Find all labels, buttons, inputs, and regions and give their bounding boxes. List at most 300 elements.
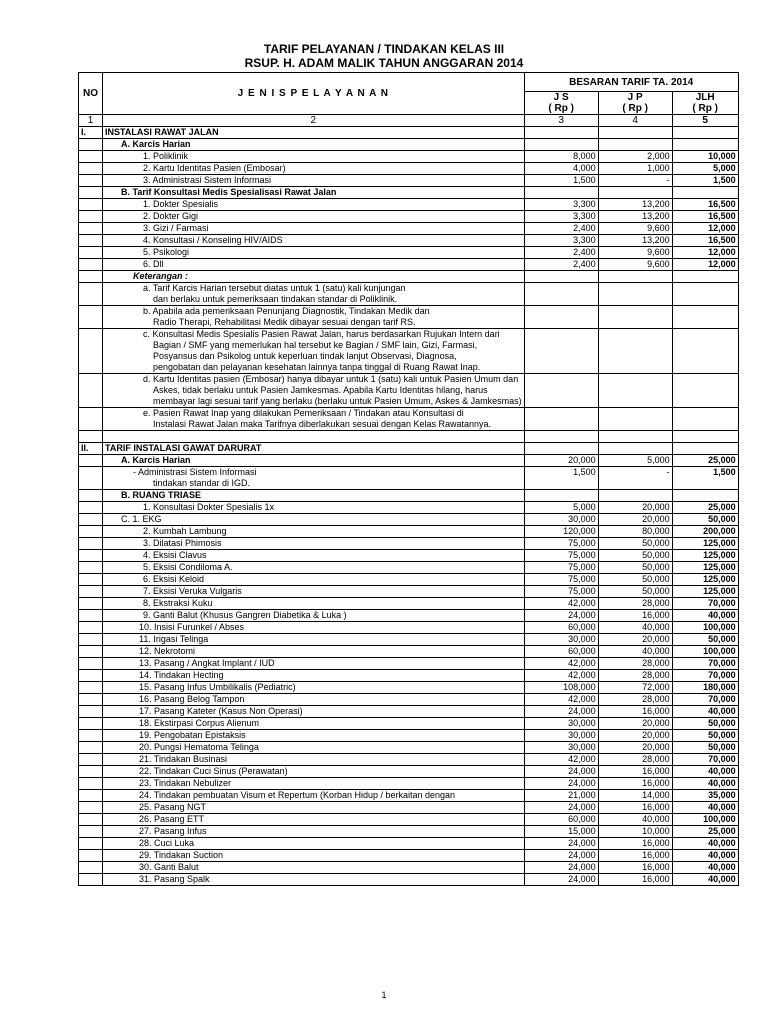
row-no: II. — [79, 443, 103, 455]
colnum-3: 3 — [524, 115, 598, 127]
row-no — [79, 814, 103, 826]
row-no — [79, 211, 103, 223]
row-jlh — [672, 329, 738, 341]
row-jp: 16,000 — [598, 610, 672, 622]
table-row — [79, 574, 739, 586]
row-no — [79, 646, 103, 658]
row-description: 3. Dilatasi Phimosis — [103, 538, 525, 550]
row-js — [524, 443, 598, 455]
row-js: 24,000 — [524, 874, 598, 886]
row-jp: 50,000 — [598, 550, 672, 562]
row-no — [79, 526, 103, 538]
row-no — [79, 187, 103, 199]
row-jlh: 50,000 — [672, 514, 738, 526]
row-jp: 13,200 — [598, 199, 672, 211]
row-js: 24,000 — [524, 850, 598, 862]
row-jp: 72,000 — [598, 682, 672, 694]
row-js: 30,000 — [524, 718, 598, 730]
row-js — [524, 271, 598, 283]
row-js: 24,000 — [524, 802, 598, 814]
row-jlh: 35,000 — [672, 790, 738, 802]
table-row — [79, 139, 739, 151]
row-no — [79, 766, 103, 778]
row-js: 30,000 — [524, 730, 598, 742]
row-jp: 16,000 — [598, 766, 672, 778]
row-jlh — [672, 139, 738, 151]
row-description: 24. Tindakan pembuatan Visum et Repertum (Korban Hidup / berkaitan dengan — [103, 790, 525, 802]
row-jlh: 180,000 — [672, 682, 738, 694]
row-no — [79, 538, 103, 550]
row-js: 108,000 — [524, 682, 598, 694]
row-jlh: 40,000 — [672, 610, 738, 622]
row-no — [79, 431, 103, 443]
table-row — [79, 742, 739, 754]
table-row — [79, 431, 739, 443]
row-description: 21. Tindakan Businasi — [103, 754, 525, 766]
row-jlh: 50,000 — [672, 742, 738, 754]
row-jp — [598, 306, 672, 318]
row-js: 4,000 — [524, 163, 598, 175]
row-description: 3. Administrasi Sistem Informasi — [103, 175, 525, 187]
table-row — [79, 598, 739, 610]
row-jlh — [672, 127, 738, 139]
row-description: c. Konsultasi Medis Spesialis Pasien Rawat Jalan, harus berdasarkan Rujukan Intern dari — [103, 329, 525, 341]
table-row — [79, 526, 739, 538]
row-jlh: 125,000 — [672, 550, 738, 562]
row-no — [79, 317, 103, 329]
row-jlh: 40,000 — [672, 862, 738, 874]
table-row — [79, 778, 739, 790]
header-js-rp: ( Rp ) — [548, 103, 574, 114]
row-description: 3. Gizi / Farmasi — [103, 223, 525, 235]
row-jp: 5,000 — [598, 455, 672, 467]
row-jlh: 16,500 — [672, 211, 738, 223]
row-js: 30,000 — [524, 742, 598, 754]
row-no — [79, 351, 103, 362]
page-number: 1 — [381, 990, 387, 1000]
row-jlh — [672, 478, 738, 490]
row-jlh — [672, 317, 738, 329]
row-jlh: 16,500 — [672, 199, 738, 211]
row-no — [79, 574, 103, 586]
row-jp: 28,000 — [598, 598, 672, 610]
row-js: 75,000 — [524, 586, 598, 598]
table-row — [79, 550, 739, 562]
row-js — [524, 294, 598, 306]
row-jp: 1,000 — [598, 163, 672, 175]
row-jlh: 10,000 — [672, 151, 738, 163]
row-no — [79, 362, 103, 374]
table-row — [79, 247, 739, 259]
row-description: pengobatan dan pelayanan kesehatan lainnya tanpa tinggal di Ruang Rawat Inap. — [103, 362, 525, 374]
table-row — [79, 802, 739, 814]
tariff-table — [78, 72, 739, 886]
table-row — [79, 408, 739, 420]
row-jp: 16,000 — [598, 838, 672, 850]
row-no — [79, 874, 103, 886]
colnum-1: 1 — [79, 115, 103, 127]
row-jlh — [672, 374, 738, 386]
row-description: 12. Nekrotomi — [103, 646, 525, 658]
table-row — [79, 362, 739, 374]
table-row — [79, 478, 739, 490]
row-description: Radio Therapi, Rehabilitasi Medik dibayar sesuai dengan tarif RS. — [103, 317, 525, 329]
row-js: 1,500 — [524, 467, 598, 479]
row-description: 4. Eksisi Clavus — [103, 550, 525, 562]
row-no — [79, 694, 103, 706]
row-no — [79, 478, 103, 490]
row-js: 120,000 — [524, 526, 598, 538]
table-row — [79, 538, 739, 550]
row-description: 29. Tindakan Suction — [103, 850, 525, 862]
row-jp: 28,000 — [598, 658, 672, 670]
table-row — [79, 175, 739, 187]
row-jp: 50,000 — [598, 538, 672, 550]
table-row — [79, 329, 739, 341]
row-no — [79, 259, 103, 271]
row-jp: 20,000 — [598, 502, 672, 514]
row-js: 2,400 — [524, 259, 598, 271]
row-js: 3,300 — [524, 211, 598, 223]
row-js: 15,000 — [524, 826, 598, 838]
row-jp: 40,000 — [598, 622, 672, 634]
table-row — [79, 814, 739, 826]
row-jlh: 40,000 — [672, 706, 738, 718]
row-jp: 28,000 — [598, 754, 672, 766]
row-no — [79, 634, 103, 646]
row-js — [524, 385, 598, 396]
row-jlh — [672, 306, 738, 318]
table-row — [79, 646, 739, 658]
row-js — [524, 139, 598, 151]
table-row — [79, 490, 739, 502]
row-no — [79, 610, 103, 622]
row-jp — [598, 294, 672, 306]
row-jp: 16,000 — [598, 874, 672, 886]
row-description: 2. Kumbah Lambung — [103, 526, 525, 538]
row-no — [79, 718, 103, 730]
table-row — [79, 502, 739, 514]
table-row — [79, 259, 739, 271]
row-no — [79, 455, 103, 467]
row-jp: 2,000 — [598, 151, 672, 163]
row-description: 13. Pasang / Angkat Implant / IUD — [103, 658, 525, 670]
row-no — [79, 850, 103, 862]
row-no — [79, 802, 103, 814]
row-jp: 16,000 — [598, 850, 672, 862]
table-row — [79, 622, 739, 634]
row-description: 18. Ekstirpasi Corpus Alienum — [103, 718, 525, 730]
row-no — [79, 283, 103, 295]
table-row — [79, 455, 739, 467]
row-no — [79, 682, 103, 694]
colnum-5: 5 — [672, 115, 738, 127]
row-no — [79, 622, 103, 634]
row-jlh — [672, 283, 738, 295]
row-description: 5. Psikologi — [103, 247, 525, 259]
row-no — [79, 199, 103, 211]
row-js: 21,000 — [524, 790, 598, 802]
row-description: - Administrasi Sistem Informasi — [103, 467, 525, 479]
table-row — [79, 766, 739, 778]
row-no — [79, 163, 103, 175]
row-js: 5,000 — [524, 502, 598, 514]
row-jlh: 50,000 — [672, 634, 738, 646]
row-jlh — [672, 362, 738, 374]
row-no — [79, 550, 103, 562]
row-description: 27. Pasang Infus — [103, 826, 525, 838]
tariff-table-body — [79, 127, 739, 886]
row-jp: 9,600 — [598, 259, 672, 271]
row-jp: 80,000 — [598, 526, 672, 538]
row-description: A. Karcis Harian — [103, 139, 525, 151]
row-jlh — [672, 419, 738, 431]
colnum-4: 4 — [598, 115, 672, 127]
row-no — [79, 514, 103, 526]
header-besaran: BESARAN TARIF TA. 2014 — [524, 73, 738, 92]
row-jp — [598, 317, 672, 329]
row-jlh — [672, 351, 738, 362]
table-row — [79, 874, 739, 886]
row-jp — [598, 362, 672, 374]
row-jlh: 125,000 — [672, 586, 738, 598]
row-no — [79, 778, 103, 790]
table-row — [79, 862, 739, 874]
row-description: 19. Pengobatan Epistaksis — [103, 730, 525, 742]
row-js: 75,000 — [524, 562, 598, 574]
row-jlh: 100,000 — [672, 814, 738, 826]
row-no — [79, 490, 103, 502]
row-jp — [598, 396, 672, 408]
row-jp: 20,000 — [598, 634, 672, 646]
row-jp: 13,200 — [598, 235, 672, 247]
row-jlh: 125,000 — [672, 562, 738, 574]
document-title: TARIF PELAYANAN / TINDAKAN KELAS III — [263, 42, 505, 56]
row-jp: 20,000 — [598, 742, 672, 754]
row-no — [79, 742, 103, 754]
row-jp: 14,000 — [598, 790, 672, 802]
row-jp — [598, 340, 672, 351]
row-jlh — [672, 443, 738, 455]
row-jlh: 25,000 — [672, 826, 738, 838]
row-description: 2. Kartu Identitas Pasien (Embosar) — [103, 163, 525, 175]
row-description: Keterangan : — [103, 271, 525, 283]
row-js: 3,300 — [524, 235, 598, 247]
row-jlh — [672, 396, 738, 408]
row-js: 42,000 — [524, 670, 598, 682]
row-jp: 50,000 — [598, 574, 672, 586]
row-js: 24,000 — [524, 610, 598, 622]
row-jlh: 50,000 — [672, 730, 738, 742]
header-no: NO — [79, 73, 103, 115]
row-no — [79, 658, 103, 670]
row-js: 24,000 — [524, 706, 598, 718]
row-jp: 20,000 — [598, 718, 672, 730]
header-jp-rp: ( Rp ) — [622, 103, 648, 114]
row-jp — [598, 127, 672, 139]
row-jp: - — [598, 175, 672, 187]
table-row — [79, 374, 739, 386]
row-js — [524, 340, 598, 351]
row-jlh: 12,000 — [672, 223, 738, 235]
row-jp: 40,000 — [598, 814, 672, 826]
table-row — [79, 294, 739, 306]
row-jp — [598, 431, 672, 443]
header-jlh-label: JLH — [695, 92, 715, 103]
row-js: 60,000 — [524, 646, 598, 658]
document-subtitle: RSUP. H. ADAM MALIK TAHUN ANGGARAN 2014 — [244, 56, 524, 70]
row-description: Askes, tidak berlaku untuk Pasien Jamkesmas. Apabila Kartu Identitas hilang, harus — [103, 385, 525, 396]
row-no — [79, 562, 103, 574]
row-no — [79, 294, 103, 306]
row-jlh: 125,000 — [672, 538, 738, 550]
row-jp — [598, 139, 672, 151]
table-row — [79, 306, 739, 318]
row-no — [79, 151, 103, 163]
row-jlh: 70,000 — [672, 658, 738, 670]
row-js — [524, 490, 598, 502]
row-no — [79, 670, 103, 682]
row-description: membayar lagi sesuai tarif yang berlaku (berlaku untuk Pasien Umum, Askes & Jamkesmas) — [103, 396, 525, 408]
row-js: 42,000 — [524, 694, 598, 706]
row-no — [79, 838, 103, 850]
table-row — [79, 187, 739, 199]
row-no — [79, 754, 103, 766]
table-row — [79, 419, 739, 431]
row-jlh: 40,000 — [672, 850, 738, 862]
row-no — [79, 396, 103, 408]
row-jlh — [672, 340, 738, 351]
header-jp-label: J P — [627, 92, 643, 103]
row-js: 42,000 — [524, 754, 598, 766]
header-js-label: J S — [553, 92, 569, 103]
row-description: A. Karcis Harian — [103, 455, 525, 467]
row-jp — [598, 374, 672, 386]
header-jlh-rp: ( Rp ) — [692, 103, 718, 114]
row-no — [79, 408, 103, 420]
table-row — [79, 443, 739, 455]
row-jlh: 100,000 — [672, 646, 738, 658]
table-row — [79, 317, 739, 329]
header-js — [524, 92, 598, 115]
table-row — [79, 634, 739, 646]
row-description: INSTALASI RAWAT JALAN — [103, 127, 525, 139]
row-jlh: 40,000 — [672, 802, 738, 814]
row-jp: 9,600 — [598, 247, 672, 259]
header-jlh — [672, 92, 738, 115]
row-no — [79, 271, 103, 283]
row-jp — [598, 351, 672, 362]
row-description: 17. Pasang Kateter (Kasus Non Operasi) — [103, 706, 525, 718]
row-js: 42,000 — [524, 598, 598, 610]
row-no — [79, 235, 103, 247]
row-jp — [598, 329, 672, 341]
row-no — [79, 826, 103, 838]
table-row — [79, 235, 739, 247]
row-jp — [598, 283, 672, 295]
row-js: 24,000 — [524, 778, 598, 790]
row-description: tindakan standar di IGD. — [103, 478, 525, 490]
row-js — [524, 127, 598, 139]
row-jp — [598, 478, 672, 490]
row-jlh: 12,000 — [672, 247, 738, 259]
row-js — [524, 362, 598, 374]
row-js: 30,000 — [524, 514, 598, 526]
row-js: 42,000 — [524, 658, 598, 670]
row-jp: 10,000 — [598, 826, 672, 838]
row-js: 2,400 — [524, 247, 598, 259]
header-jp — [598, 92, 672, 115]
row-js: 1,500 — [524, 175, 598, 187]
row-description: 1. Poliklinik — [103, 151, 525, 163]
row-jlh — [672, 271, 738, 283]
row-js: 8,000 — [524, 151, 598, 163]
table-row — [79, 586, 739, 598]
row-description: 11. Irigasi Telinga — [103, 634, 525, 646]
row-no — [79, 586, 103, 598]
table-row — [79, 694, 739, 706]
row-no — [79, 223, 103, 235]
row-js: 75,000 — [524, 550, 598, 562]
colnum-2: 2 — [103, 115, 525, 127]
table-row — [79, 610, 739, 622]
row-no — [79, 306, 103, 318]
row-jp: 20,000 — [598, 730, 672, 742]
row-jp — [598, 271, 672, 283]
row-jlh: 125,000 — [672, 574, 738, 586]
row-js: 30,000 — [524, 634, 598, 646]
row-js — [524, 408, 598, 420]
table-row — [79, 658, 739, 670]
row-jlh: 16,500 — [672, 235, 738, 247]
row-no — [79, 790, 103, 802]
row-description: 5. Eksisi Condiloma A. — [103, 562, 525, 574]
row-description: Instalasi Rawat Jalan maka Tarifnya diberlakukan sesuai dengan Kelas Rawatannya. — [103, 419, 525, 431]
row-description: 22. Tindakan Cuci Sinus (Perawatan) — [103, 766, 525, 778]
table-row — [79, 396, 739, 408]
row-js: 75,000 — [524, 574, 598, 586]
row-description: 23. Tindakan Nebulizer — [103, 778, 525, 790]
row-jlh: 50,000 — [672, 718, 738, 730]
row-description: 10. Insisi Furunkel / Abses — [103, 622, 525, 634]
row-js — [524, 374, 598, 386]
table-row — [79, 163, 739, 175]
row-no — [79, 139, 103, 151]
row-no — [79, 467, 103, 479]
row-description: 20. Pungsi Hematoma Telinga — [103, 742, 525, 754]
row-js — [524, 187, 598, 199]
row-jlh — [672, 408, 738, 420]
row-jlh: 5,000 — [672, 163, 738, 175]
row-jlh: 100,000 — [672, 622, 738, 634]
row-jp — [598, 443, 672, 455]
table-row — [79, 754, 739, 766]
row-description: 1. Dokter Spesialis — [103, 199, 525, 211]
table-row — [79, 351, 739, 362]
row-js: 3,300 — [524, 199, 598, 211]
row-no — [79, 419, 103, 431]
row-js: 24,000 — [524, 766, 598, 778]
row-description — [103, 431, 525, 443]
row-jlh: 70,000 — [672, 754, 738, 766]
table-row — [79, 730, 739, 742]
table-row — [79, 211, 739, 223]
row-jp: 50,000 — [598, 586, 672, 598]
row-description: dan berlaku untuk pemeriksaan tindakan standar di Poliklinik. — [103, 294, 525, 306]
row-no — [79, 374, 103, 386]
row-description: a. Tarif Karcis Harian tersebut diatas untuk 1 (satu) kali kunjungan — [103, 283, 525, 295]
row-jlh — [672, 187, 738, 199]
